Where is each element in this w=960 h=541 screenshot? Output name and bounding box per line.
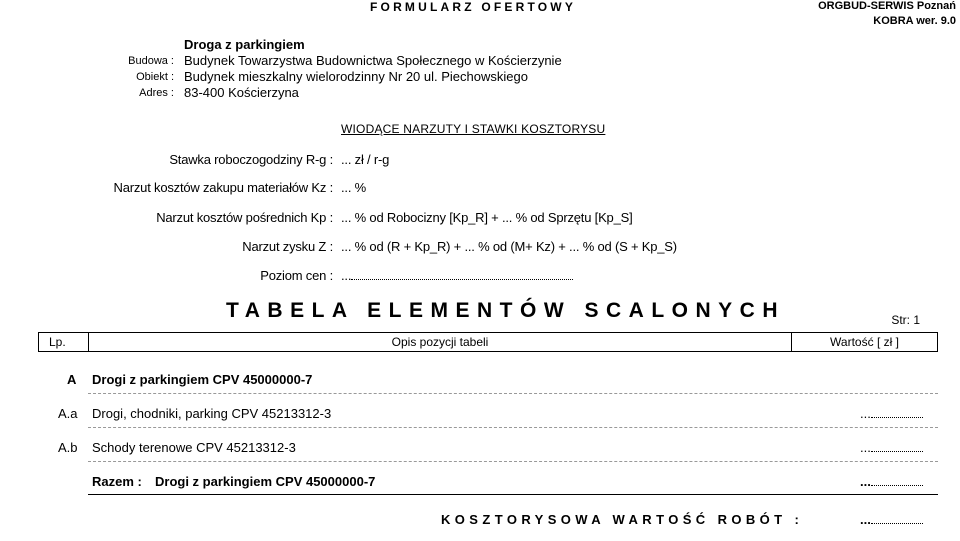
table-row-value: ... — [860, 406, 923, 421]
material-markup-label: Narzut kosztów zakupu materiałów Kz : — [113, 180, 333, 195]
subtotal-description: Drogi z parkingiem CPV 45000000-7 — [155, 474, 376, 489]
company-name: ORGBUD-SERWIS Poznań — [818, 0, 956, 12]
obiekt-value: Budynek mieszkalny wielorodzinny Nr 20 ul. Piechowskiego — [184, 69, 528, 84]
obiekt-label: Obiekt : — [136, 71, 174, 83]
section-description: Drogi z parkingiem CPV 45000000-7 — [92, 372, 313, 387]
total-label: KOSZTORYSOWA WARTOŚĆ ROBÓT : — [441, 512, 804, 527]
column-header-lp: Lp. — [38, 332, 89, 352]
adres-value: 83-400 Kościerzyna — [184, 85, 299, 100]
form-title: FORMULARZ OFERTOWY — [370, 0, 577, 14]
profit-markup-label: Narzut zysku Z : — [242, 239, 333, 254]
price-level-value: ... — [341, 268, 573, 283]
table-row-value: ... — [860, 440, 923, 455]
budowa-value: Budynek Towarzystwa Budownictwa Społecznego w Kościerzynie — [184, 53, 562, 68]
row-separator — [88, 461, 938, 462]
table-row-description: Drogi, chodniki, parking CPV 45213312-3 — [92, 406, 332, 421]
budowa-label: Budowa : — [128, 55, 174, 67]
labor-rate-label: Stawka roboczogodziny R-g : — [169, 152, 333, 167]
column-header-value: Wartość [ zł ] — [791, 332, 938, 352]
table-row-lp: A.a — [58, 406, 78, 421]
project-name: Droga z parkingiem — [184, 37, 305, 52]
material-markup-value: ... % — [341, 180, 367, 195]
price-level-label: Poziom cen : — [260, 268, 333, 283]
profit-markup-value: ... % od (R + Kp_R) + ... % od (M+ Kz) + ... % od (S + Kp_S) — [341, 239, 677, 254]
rates-section-title: WIODĄCE NARZUTY I STAWKI KOSZTORYSU — [341, 122, 606, 136]
section-lp: A — [67, 372, 77, 387]
indirect-costs-value: ... % od Robocizny [Kp_R] + ... % od Sprzętu [Kp_S] — [341, 210, 633, 225]
subtotal-value: ... — [860, 474, 923, 489]
total-value: ... — [860, 512, 923, 527]
table-title: TABELA ELEMENTÓW SCALONYCH — [226, 299, 785, 322]
row-separator — [88, 393, 938, 394]
subtotal-rule — [88, 494, 938, 495]
software-version: KOBRA wer. 9.0 — [873, 15, 956, 27]
labor-rate-value: ... zł / r-g — [341, 152, 390, 167]
indirect-costs-label: Narzut kosztów pośrednich Kp : — [156, 210, 333, 225]
column-header-description: Opis pozycji tabeli — [88, 332, 792, 352]
subtotal-label: Razem : — [92, 474, 142, 489]
table-row-lp: A.b — [58, 440, 78, 455]
page-number: Str: 1 — [891, 313, 920, 327]
table-row-description: Schody terenowe CPV 45213312-3 — [92, 440, 296, 455]
row-separator — [88, 427, 938, 428]
adres-label: Adres : — [139, 87, 174, 99]
